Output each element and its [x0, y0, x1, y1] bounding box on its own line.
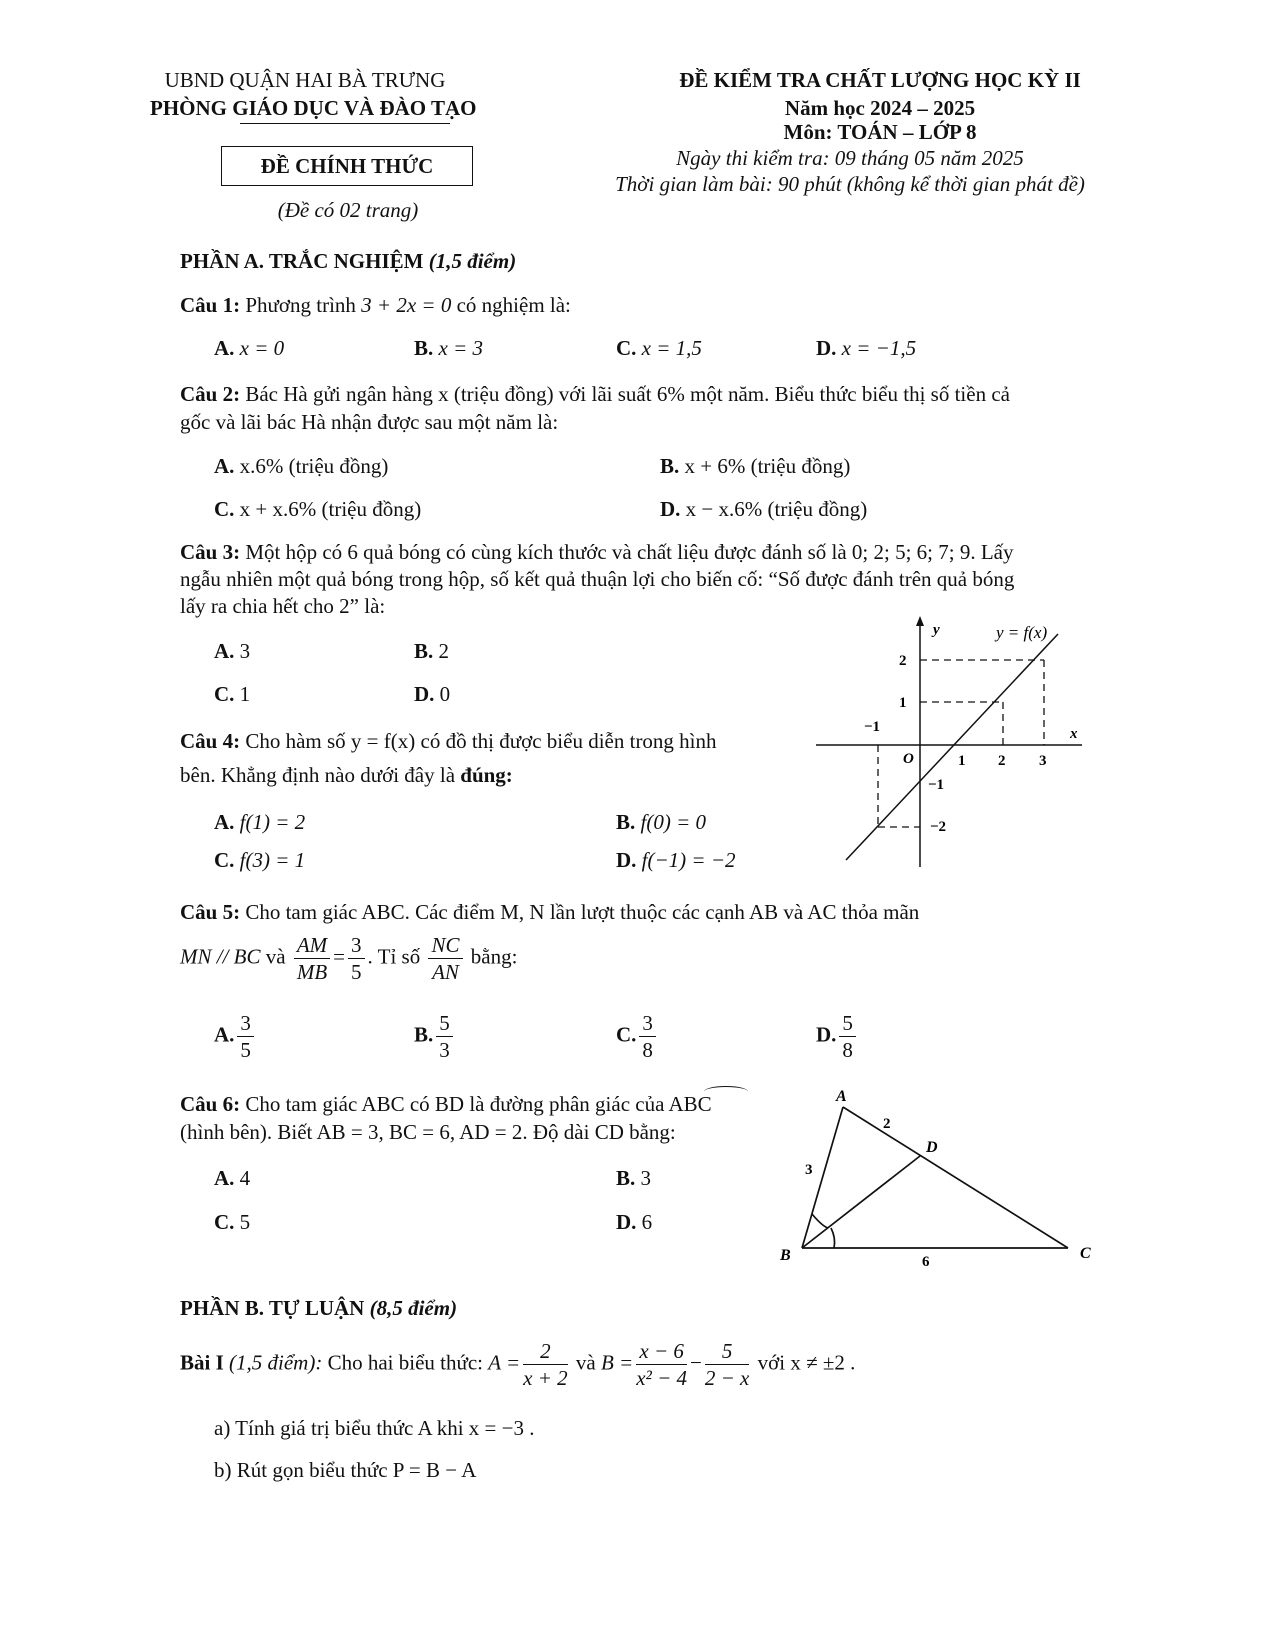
tick-y-m1: −1 — [928, 777, 945, 793]
q2-option-a[interactable]: A. x.6% (triệu đồng) — [214, 454, 389, 478]
q4-option-c[interactable]: C. f(3) = 1 — [214, 848, 306, 872]
tick-x-2: 2 — [998, 753, 1006, 769]
office-name: PHÒNG GIÁO DỤC VÀ ĐÀO TẠO — [150, 96, 477, 120]
q6-option-c[interactable]: C. 5 — [214, 1210, 251, 1234]
subject: Môn: TOÁN – LỚP 8 — [783, 120, 977, 144]
q6-option-a[interactable]: A. 4 — [214, 1166, 251, 1190]
question-3-line3: lấy ra chia hết cho 2” là: — [180, 594, 386, 618]
q1-option-d[interactable]: D. x = −1,5 — [816, 336, 917, 360]
q3-option-d[interactable]: D. 0 — [414, 682, 451, 706]
exam-duration: Thời gian làm bài: 90 phút (không kể thời gian phát đề) — [615, 172, 1085, 196]
fraction-3-5: $\frac{3}{5}$ — [348, 932, 365, 985]
angle-hat-mark — [704, 1086, 748, 1097]
length-bc: 6 — [922, 1254, 930, 1270]
q1-option-c[interactable]: C. x = 1,5 — [616, 336, 702, 360]
exercise-1a: a) Tính giá trị biểu thức A khi x = −3 . — [214, 1416, 535, 1440]
q2-option-b[interactable]: B. x + 6% (triệu đồng) — [660, 454, 851, 478]
fraction-a: $\frac{2}{x + 2}$ — [523, 1339, 568, 1390]
q5-option-d[interactable]: D. $\frac{5}{8}$ — [816, 1010, 859, 1063]
question-4: Câu 4: Cho hàm số y = f(x) có đồ thị được biểu diễn trong hình — [180, 729, 717, 753]
q1-option-b[interactable]: B. x = 3 — [414, 336, 484, 360]
q4-option-b[interactable]: B. f(0) = 0 — [616, 810, 707, 834]
y-axis-arrow-icon — [916, 616, 924, 626]
origin-label: O — [903, 751, 914, 767]
q5-option-a[interactable]: A. $\frac{3}{5}$ — [214, 1010, 257, 1063]
question-5-line2: MN // BC và $\frac{AM}{MB}$ = $\frac{3}{5}$ . Tỉ số $\frac{NC}{AN}$ bằng: — [180, 933, 518, 984]
school-year: Năm học 2024 – 2025 — [784, 96, 976, 120]
department-name: UBND QUẬN HAI BÀ TRƯNG — [164, 68, 446, 92]
angle-arc-2 — [831, 1228, 835, 1248]
tick-y-2: 2 — [899, 653, 907, 669]
angle-arc-1 — [812, 1214, 828, 1228]
tick-y-1: 1 — [899, 695, 907, 711]
q3-option-a[interactable]: A. 3 — [214, 639, 251, 663]
y-axis-label: y — [933, 622, 940, 638]
question-1: Câu 1: Phương trình 3 + 2x = 0 có nghiệm là: — [180, 293, 571, 317]
q4-option-a[interactable]: A. f(1) = 2 — [214, 810, 306, 834]
tick-x-3: 3 — [1039, 753, 1047, 769]
vertex-b: B — [780, 1247, 791, 1264]
vertex-d: D — [926, 1139, 938, 1156]
vertex-c: C — [1080, 1245, 1091, 1262]
part-b-heading: PHẦN B. TỰ LUẬN (8,5 điểm) — [180, 1296, 458, 1320]
fraction-b2: $\frac{5}{2 - x}$ — [704, 1339, 750, 1390]
q3-option-c[interactable]: C. 1 — [214, 682, 251, 706]
question-3: Câu 3: Một hộp có 6 quả bóng có cùng kích thước và chất liệu được đánh số là 0; 2; 5; 6; 7; 9. Lấy — [180, 540, 1014, 564]
tick-x-m1: −1 — [864, 719, 881, 735]
question-4-line2: bên. Khẳng định nào dưới đây là đúng: — [180, 763, 513, 787]
header-underline — [240, 123, 450, 124]
vertex-a: A — [836, 1088, 847, 1105]
q6-option-d[interactable]: D. 6 — [616, 1210, 653, 1234]
pages-note: (Đề có 02 trang) — [277, 198, 419, 222]
exam-title: ĐỀ KIỂM TRA CHẤT LƯỢNG HỌC KỲ II — [679, 68, 1081, 92]
q5-option-c[interactable]: C. $\frac{3}{8}$ — [616, 1010, 659, 1063]
q3-option-b[interactable]: B. 2 — [414, 639, 450, 663]
part-a-heading: PHẦN A. TRẮC NGHIỆM (1,5 điểm) — [180, 249, 517, 273]
exercise-1: Bài I (1,5 điểm): Cho hai biểu thức: A = $\frac{2}{x + 2}$ và B = $\frac{x - 6}{\text{x² − 4}}$ − $\frac{5}{2 - x}$ với x ≠ ±2 . — [180, 1339, 856, 1390]
tick-x-1: 1 — [958, 753, 966, 769]
fraction-b1: $\frac{x - 6}{\text{x² − 4}}$ — [636, 1339, 688, 1390]
exam-date: Ngày thi kiểm tra: 09 tháng 05 năm 2025 — [676, 146, 1024, 170]
question-2: Câu 2: Bác Hà gửi ngân hàng x (triệu đồng) với lãi suất 6% một năm. Biểu thức biểu thị số tiền cả — [180, 382, 1010, 406]
length-ab: 3 — [805, 1162, 813, 1178]
x-axis-label: x — [1070, 726, 1078, 742]
question-2-line2: gốc và lãi bác Hà nhận được sau một năm là: — [180, 410, 559, 434]
q2-option-d[interactable]: D. x − x.6% (triệu đồng) — [660, 497, 868, 521]
length-ad: 2 — [883, 1116, 891, 1132]
question-3-line2: ngẫu nhiên một quả bóng trong hộp, số kết quả thuận lợi cho biến cố: “Số được đánh trên quả bóng — [180, 567, 1015, 591]
function-label: y = f(x) — [996, 623, 1048, 642]
q5-option-b[interactable]: B. $\frac{5}{3}$ — [414, 1010, 456, 1063]
fraction-nc-an: $\frac{NC}{AN}$ — [428, 932, 462, 985]
q6-option-b[interactable]: B. 3 — [616, 1166, 652, 1190]
triangle-figure — [770, 1082, 1110, 1272]
official-exam-box: ĐỀ CHÍNH THỨC — [221, 146, 473, 186]
function-graph — [800, 612, 1100, 872]
q1-option-a[interactable]: A. x = 0 — [214, 336, 285, 360]
question-5: Câu 5: Cho tam giác ABC. Các điểm M, N lần lượt thuộc các cạnh AB và AC thỏa mãn — [180, 900, 920, 924]
question-6-line2: (hình bên). Biết AB = 3, BC = 6, AD = 2. Độ dài CD bằng: — [180, 1120, 676, 1144]
q4-option-d[interactable]: D. f(−1) = −2 — [616, 848, 736, 872]
tick-y-m2: −2 — [930, 819, 947, 835]
side-ac — [843, 1107, 1068, 1248]
exercise-1b: b) Rút gọn biểu thức P = B − A — [214, 1458, 477, 1482]
question-6: Câu 6: Cho tam giác ABC có BD là đường phân giác của ABC — [180, 1092, 712, 1116]
fraction-am-mb: $\frac{AM}{MB}$ — [294, 932, 330, 985]
bisector-bd — [802, 1156, 920, 1248]
q2-option-c[interactable]: C. x + x.6% (triệu đồng) — [214, 497, 422, 521]
